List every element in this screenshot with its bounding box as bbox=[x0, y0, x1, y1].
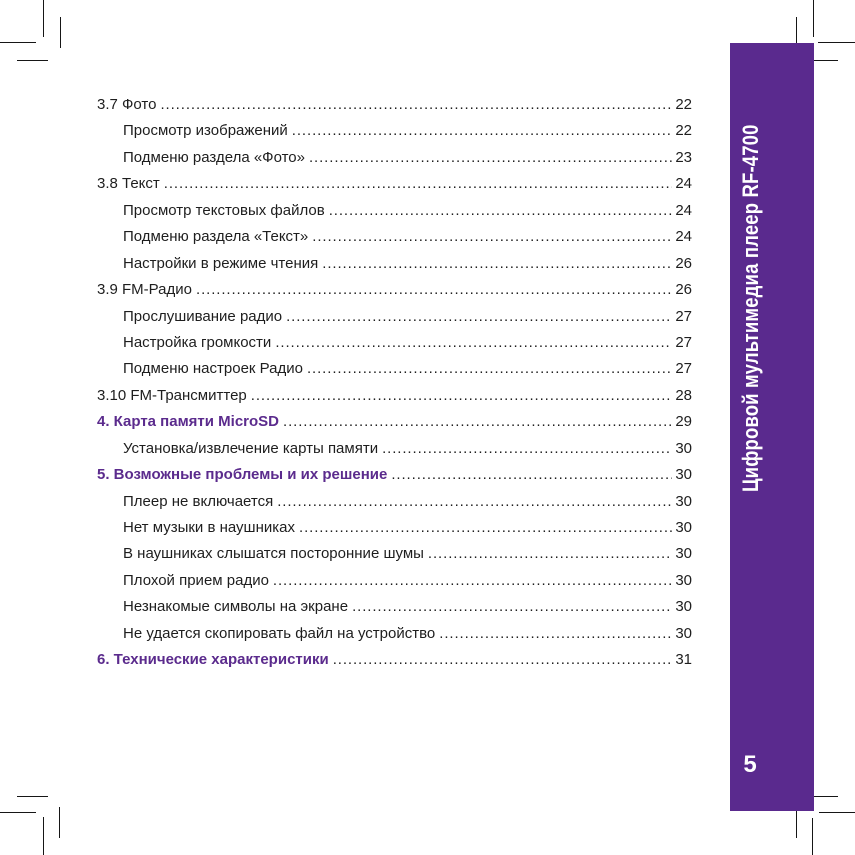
crop-mark bbox=[59, 807, 61, 838]
toc-entry bbox=[97, 251, 692, 277]
toc-leader-dots bbox=[439, 621, 672, 647]
table-of-contents bbox=[97, 92, 692, 674]
toc-entry-label: Нет музыки в наушниках bbox=[123, 519, 295, 536]
toc-leader-dots bbox=[164, 171, 673, 197]
toc-entry bbox=[97, 621, 692, 647]
toc-leader-dots bbox=[382, 436, 672, 462]
toc-leader-dots bbox=[196, 277, 672, 303]
toc-entry-label: 3.7 Фото bbox=[97, 96, 157, 113]
crop-mark bbox=[60, 17, 62, 48]
toc-leader-dots bbox=[391, 462, 672, 488]
toc-entry-page: 22 bbox=[675, 122, 692, 140]
toc-leader-dots bbox=[329, 198, 673, 224]
toc-entry-label: 4. Карта памяти MicroSD bbox=[97, 413, 280, 431]
toc-entry-label: Подменю раздела «Фото» bbox=[123, 148, 305, 166]
toc-leader-dots bbox=[309, 145, 672, 171]
toc-entry bbox=[97, 409, 692, 435]
toc-entry bbox=[97, 594, 692, 620]
toc-entry bbox=[97, 330, 692, 356]
toc-entry-page: 30 bbox=[675, 492, 692, 510]
sidebar-vertical-title: Цифровой мультимедиа плеер RF-4700 bbox=[738, 124, 763, 492]
crop-mark bbox=[0, 812, 36, 814]
toc-entry-label: В наушниках слышатся посторонние шумы bbox=[123, 545, 424, 563]
toc-leader-dots bbox=[292, 118, 673, 144]
toc-entry-page: 30 bbox=[675, 466, 692, 484]
toc-entry-page: 27 bbox=[675, 360, 692, 378]
toc-leader-dots bbox=[275, 330, 672, 356]
toc-entry-label: 3.10 FM-Трансмиттер bbox=[97, 386, 247, 404]
toc-leader-dots bbox=[160, 92, 672, 118]
crop-mark bbox=[819, 812, 855, 814]
crop-mark bbox=[818, 42, 855, 44]
toc-entry-label: 3.8 Текст bbox=[97, 175, 160, 193]
crop-mark bbox=[813, 0, 815, 37]
toc-entry bbox=[97, 383, 692, 409]
toc-leader-dots bbox=[307, 356, 672, 382]
toc-entry-label: Настройки в режиме чтения bbox=[123, 254, 319, 272]
toc-entry-page: 30 bbox=[675, 519, 692, 536]
toc-entry-label: Не удается скопировать файл на устройство bbox=[123, 624, 436, 642]
toc-entry-page: 30 bbox=[675, 598, 692, 616]
toc-entry bbox=[97, 436, 692, 462]
toc-entry-page: 24 bbox=[675, 228, 692, 246]
toc-entry bbox=[97, 171, 692, 197]
toc-entry bbox=[97, 647, 692, 673]
crop-mark bbox=[17, 60, 48, 62]
toc-entry-page: 28 bbox=[675, 386, 692, 404]
toc-entry bbox=[97, 541, 692, 567]
toc-entry-label: Незнакомые символы на экране bbox=[123, 598, 349, 616]
toc-entry bbox=[97, 277, 692, 303]
toc-entry-page: 27 bbox=[675, 307, 692, 325]
toc-entry-label: Просмотр текстовых файлов bbox=[123, 201, 325, 219]
toc-entry bbox=[97, 118, 692, 144]
toc-entry-page: 31 bbox=[675, 651, 692, 669]
toc-entry-label: Установка/извлечение карты памяти bbox=[123, 439, 379, 457]
toc-entry-page: 22 bbox=[675, 96, 692, 113]
toc-entry-page: 30 bbox=[675, 624, 692, 642]
toc-leader-dots bbox=[251, 383, 673, 409]
crop-mark bbox=[17, 796, 48, 798]
crop-mark bbox=[812, 818, 814, 855]
toc-entry-label: Настройка громкости bbox=[123, 333, 272, 351]
crop-mark bbox=[796, 807, 798, 838]
toc-entry bbox=[97, 145, 692, 171]
toc-entry-page: 29 bbox=[675, 413, 692, 431]
toc-entry-page: 30 bbox=[675, 545, 692, 563]
toc-leader-dots bbox=[299, 515, 672, 541]
toc-entry-page: 24 bbox=[675, 201, 692, 219]
toc-entry bbox=[97, 304, 692, 330]
toc-leader-dots bbox=[277, 489, 672, 515]
toc-entry-label: Подменю раздела «Текст» bbox=[123, 228, 309, 246]
toc-entry-page: 26 bbox=[675, 254, 692, 272]
toc-entry-page: 23 bbox=[675, 148, 692, 166]
crop-mark bbox=[43, 817, 45, 855]
toc-entry-label: Плохой прием радио bbox=[123, 571, 269, 589]
crop-mark bbox=[43, 0, 45, 37]
toc-entry bbox=[97, 92, 692, 118]
crop-mark bbox=[0, 42, 36, 44]
toc-entry bbox=[97, 515, 692, 541]
toc-entry-page: 24 bbox=[675, 175, 692, 193]
toc-leader-dots bbox=[333, 647, 673, 673]
toc-entry bbox=[97, 462, 692, 488]
toc-entry-page: 26 bbox=[675, 281, 692, 299]
toc-entry bbox=[97, 356, 692, 382]
toc-entry bbox=[97, 198, 692, 224]
toc-leader-dots bbox=[273, 568, 672, 594]
page-number: 5 bbox=[743, 751, 757, 778]
toc-entry-label: Подменю настроек Радио bbox=[123, 360, 303, 378]
toc-entry bbox=[97, 568, 692, 594]
toc-entry-label: Плеер не включается bbox=[123, 492, 274, 510]
toc-entry-page: 30 bbox=[675, 439, 692, 457]
toc-entry bbox=[97, 489, 692, 515]
toc-leader-dots bbox=[322, 251, 672, 277]
toc-entry-page: 27 bbox=[675, 333, 692, 351]
toc-entry-label: Прослушивание радио bbox=[123, 307, 283, 325]
toc-leader-dots bbox=[286, 304, 672, 330]
toc-leader-dots bbox=[312, 224, 672, 250]
toc-leader-dots bbox=[283, 409, 672, 435]
toc-leader-dots bbox=[428, 541, 672, 567]
toc-entry-label: 6. Технические характеристики bbox=[97, 651, 329, 669]
toc-entry-label: Просмотр изображений bbox=[123, 122, 288, 140]
toc-entry-label: 5. Возможные проблемы и их решение bbox=[97, 466, 388, 484]
toc-entry bbox=[97, 224, 692, 250]
toc-entry-label: 3.9 FM-Радио bbox=[97, 281, 192, 299]
toc-entry-page: 30 bbox=[675, 571, 692, 589]
toc-leader-dots bbox=[352, 594, 672, 620]
